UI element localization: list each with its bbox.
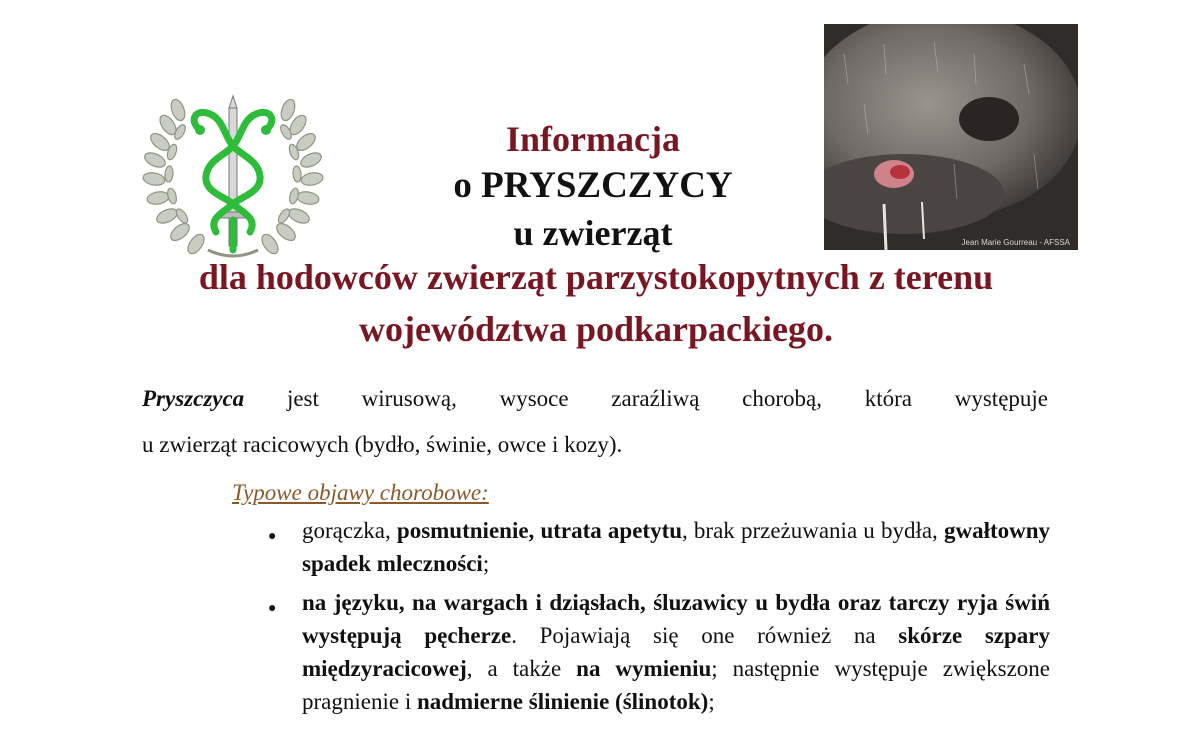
symptoms-list xyxy=(268,514,1050,724)
title-line-5: województwa podkarpackiego. xyxy=(359,309,833,349)
bullet-icon: ● xyxy=(268,601,277,616)
intro-paragraph-line-1 xyxy=(142,376,1048,422)
title-line-3: u zwierząt xyxy=(513,213,673,253)
photo-credit: Jean Marie Gourreau - AFSSA xyxy=(961,238,1070,247)
symptom-item xyxy=(268,586,1050,718)
symptom-text xyxy=(302,514,1050,580)
intro-term: Pryszczyca xyxy=(142,386,245,411)
symptom-text-normal: . Pojawiają się one również na xyxy=(511,623,899,648)
bullet-icon: ● xyxy=(268,529,277,544)
symptom-item xyxy=(268,514,1050,580)
symptom-text-bold: nadmierne ślinienie (ślinotok) xyxy=(416,689,709,714)
title-line-1: Informacja xyxy=(506,119,680,159)
symptom-text-normal: ; xyxy=(708,689,715,714)
symptom-text-normal: , a także xyxy=(466,656,577,681)
symptoms-heading: Typowe objawy chorobowe: xyxy=(232,480,489,505)
title-line-2: o PRYSZCZYCY xyxy=(453,165,733,206)
symptom-text-normal: ; xyxy=(482,551,490,576)
symptom-text-bold: na języku, na wargach i dziąsłach, śluzawicy u bydła oraz tarczy ryja świń występują pęcherze xyxy=(302,590,1050,648)
symptom-text-normal: gorączka, xyxy=(302,518,397,543)
symptom-text xyxy=(302,586,1050,718)
symptom-text-bold: skórze szpary międzyracicowej xyxy=(302,623,1050,681)
symptom-text-bold: gwałtowny spadek mleczności xyxy=(302,518,1051,576)
symptom-text-normal: ; następnie występuje zwiększone pragnienie i xyxy=(302,656,1050,714)
symptom-text-bold: posmutnienie, utrata apetytu xyxy=(396,518,683,543)
title-line-4: dla hodowców zwierząt parzystokopytnych z terenu xyxy=(198,257,994,297)
intro-text-1: jest wirusową, wysoce zaraźliwą chorobą, która występuje xyxy=(286,386,1049,411)
intro-paragraph-line-2: u zwierząt racicowych (bydło, świnie, owce i kozy). xyxy=(142,432,623,457)
symptom-text-bold: na wymieniu xyxy=(576,656,712,681)
symptom-text-normal: , brak przeżuwania u bydła, xyxy=(682,518,944,543)
